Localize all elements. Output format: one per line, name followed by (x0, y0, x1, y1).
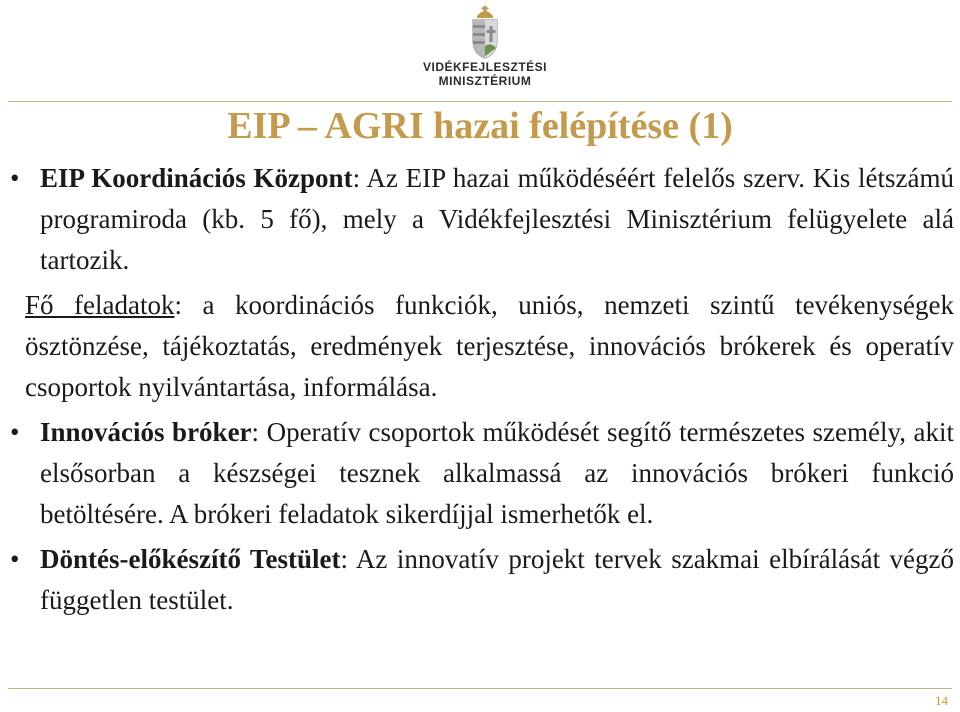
bullet-icon: • (10, 163, 20, 193)
coat-of-arms-icon (468, 4, 502, 60)
bullet-text: : Operatív csoportok működését segítő természetes személy, akit elsősorban a készségei tesznek alkalmassá az innovációs brókeri funkció betöltésére. A brókeri feladatok sikerdíjjal ismerhetők el. (40, 417, 954, 529)
bullet-item (0, 412, 960, 535)
logo-line1: VIDÉKFEJLESZTÉSI (422, 60, 548, 74)
bullet-icon: • (10, 417, 20, 447)
bullet-term: Innovációs bróker (40, 417, 252, 447)
ministry-logo (420, 4, 550, 88)
logo-line2: MINISZTÉRIUM (438, 74, 532, 88)
sub-paragraph-term: Fő feladatok (25, 290, 175, 320)
slide-body (0, 158, 960, 621)
header-divider (8, 101, 952, 102)
bullet-text: : Az innovatív projekt tervek szakmai elbírálását végző független testület. (40, 544, 954, 615)
bullet-icon: • (10, 544, 20, 574)
bullet-item (0, 158, 960, 281)
bullet-item (0, 539, 960, 621)
slide-title: EIP – AGRI hazai felépítése (1) (227, 105, 733, 147)
sub-paragraph (0, 285, 960, 408)
sub-paragraph-text: : a koordinációs funkciók, uniós, nemzeti szintű tevékenységek ösztönzése, tájékoztatás, eredmények terjesztése, innovációs brókerek és operatív csoportok nyilvántartása, informálása. (25, 290, 954, 402)
bullet-text: : Az EIP hazai működéséért felelős szerv. Kis létszámú programiroda (kb. 5 fő), mely a Vidékfejlesztési Minisztérium felügyelete alá tartozik. (40, 163, 954, 275)
bullet-term: EIP Koordinációs Központ (40, 163, 353, 193)
footer-divider (8, 688, 952, 689)
page-number: 14 (935, 693, 948, 708)
bullet-term: Döntés-előkészítő Testület (40, 544, 341, 574)
